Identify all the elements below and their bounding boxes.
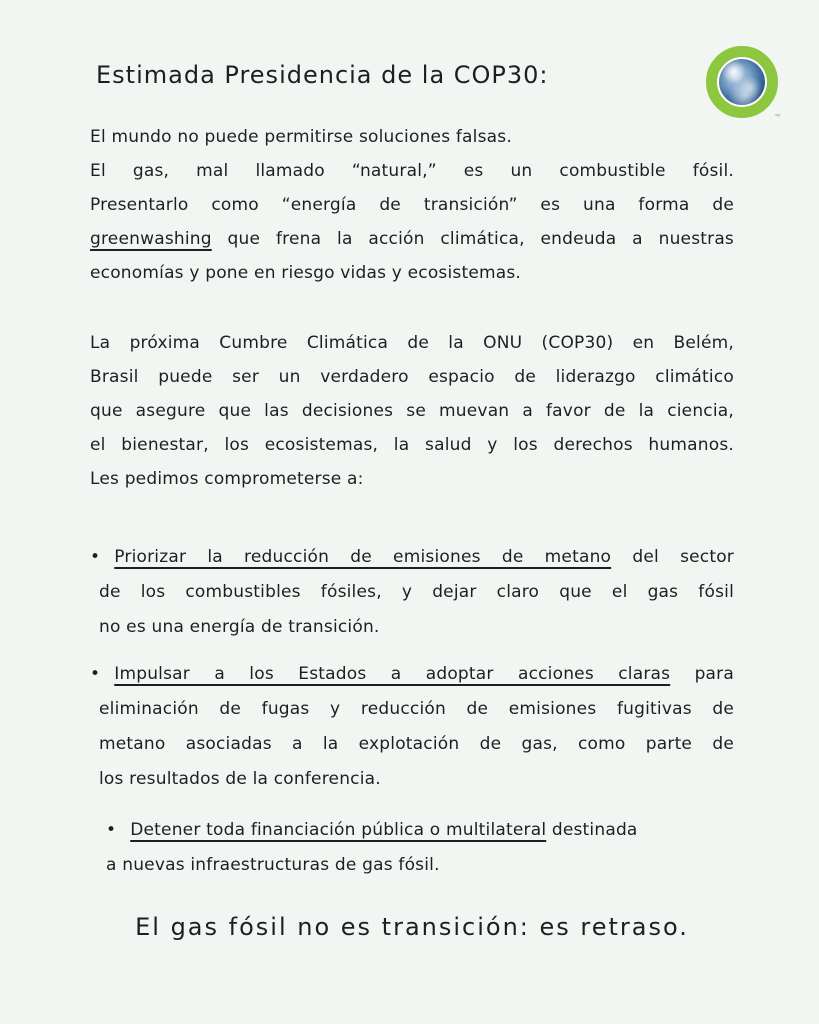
- salutation: Estimada Presidencia de la COP30:: [96, 61, 549, 89]
- bullet-item-2: [90, 657, 734, 797]
- closing-statement: El gas fósil no es transición: es retraso.: [135, 913, 689, 941]
- text-line: metano asociadas a la explotación de gas, como parte de: [99, 734, 734, 754]
- line-continuation: destinada: [546, 820, 638, 840]
- line-continuation: que frena la acción climática, endeuda a nuestras: [211, 229, 734, 249]
- text-line: eliminación de fugas y reducción de emisiones fugitivas de: [99, 699, 734, 719]
- underlined-phrase: Impulsar a los Estados a adoptar acciones claras: [114, 664, 671, 684]
- line-continuation: del sector: [611, 547, 734, 567]
- text-line: [90, 222, 734, 256]
- bullet-icon: •: [90, 664, 101, 684]
- text-line: Les pedimos comprometerse a:: [90, 469, 364, 489]
- text-line: a nuevas infraestructuras de gas fósil.: [106, 855, 440, 875]
- text-line: el bienestar, los ecosistemas, la salud y los derechos humanos.: [90, 435, 734, 455]
- letter-content: [90, 54, 734, 941]
- bullet-icon: •: [90, 547, 101, 567]
- paragraph-2: [90, 326, 734, 496]
- underlined-phrase: Priorizar la reducción de emisiones de metano: [114, 547, 612, 567]
- text-line: Presentarlo como “energía de transición” es una forma de: [90, 195, 734, 215]
- underlined-phrase: Detener toda financiación pública o multilateral: [130, 820, 547, 840]
- text-line: [90, 657, 734, 692]
- text-line: los resultados de la conferencia.: [99, 769, 381, 789]
- bullet-item-3: [90, 813, 734, 883]
- text-line: no es una energía de transición.: [99, 617, 380, 637]
- bullet-item-1: [90, 540, 734, 645]
- text-line: [90, 540, 734, 575]
- text-line: El gas, mal llamado “natural,” es un combustible fósil.: [90, 161, 734, 181]
- text-line: [106, 813, 734, 848]
- trademark-symbol: ™: [774, 113, 782, 122]
- text-line: La próxima Cumbre Climática de la ONU (COP30) en Belém,: [90, 333, 734, 353]
- text-line: que asegure que las decisiones se muevan a favor de la ciencia,: [90, 401, 734, 421]
- bullet-icon: •: [106, 820, 117, 840]
- underlined-phrase: greenwashing: [90, 229, 212, 249]
- paragraph-1: [90, 120, 734, 290]
- text-line: economías y pone en riesgo vidas y ecosistemas.: [90, 263, 522, 283]
- line-continuation: para: [670, 664, 734, 684]
- text-line: Brasil puede ser un verdadero espacio de liderazgo climático: [90, 367, 734, 387]
- text-line: El mundo no puede permitirse soluciones falsas.: [90, 127, 512, 147]
- text-line: de los combustibles fósiles, y dejar claro que el gas fósil: [99, 582, 734, 602]
